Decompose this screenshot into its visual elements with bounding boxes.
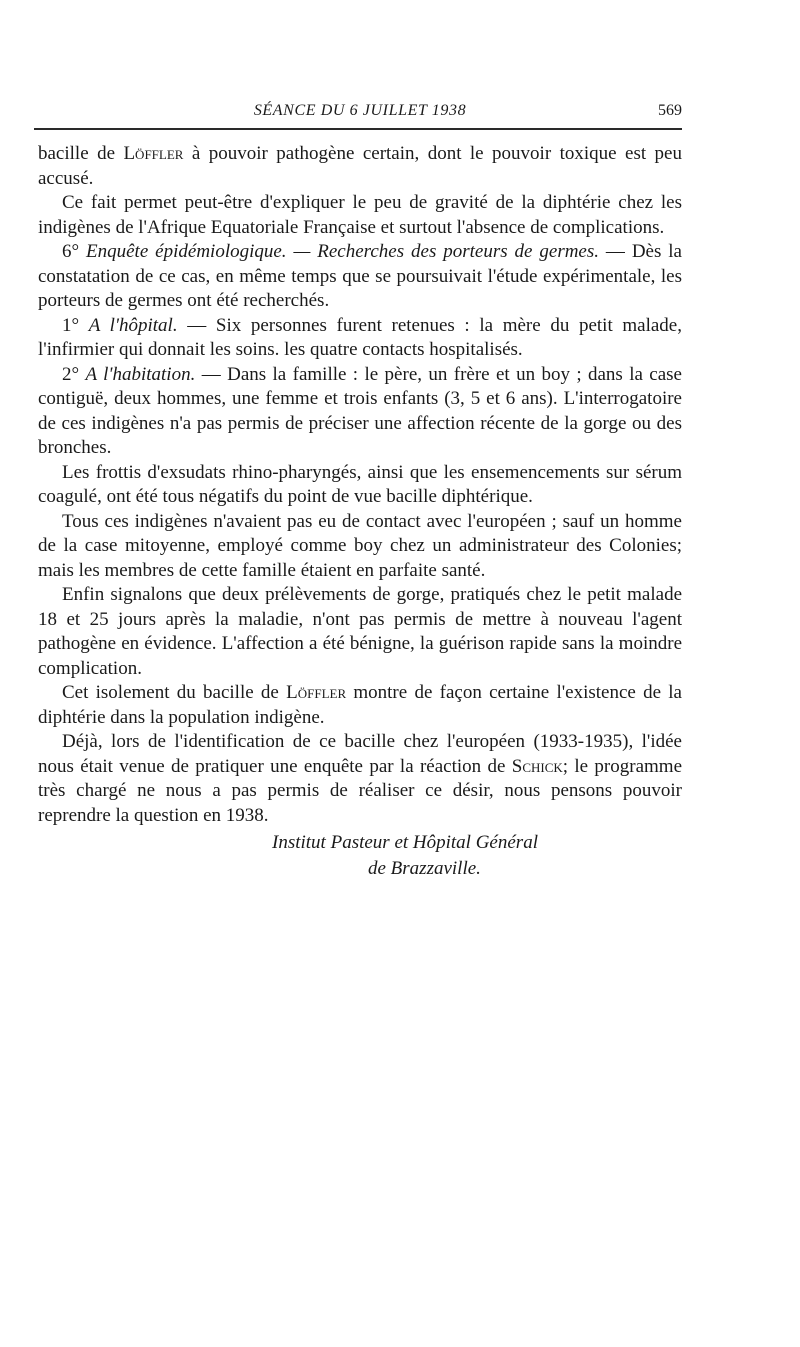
paragraph xyxy=(38,314,682,363)
paragraph xyxy=(38,142,682,191)
text-run: Tous ces indigènes n'avaient pas eu de contact avec l'européen ; sauf un homme de la case mitoyenne, employé comme boy chez un administrateur des Colonies; mais les membres de cette famille étaient en parfaite santé. xyxy=(38,510,682,581)
text-run: Déjà, lors de l'identification de ce bacille chez l'européen (1933-1935), l'idée nous était venue de pratiquer une enquête par la réaction de xyxy=(38,731,682,777)
italic-heading: A l'habitation. xyxy=(85,363,196,385)
author-name: Löffler xyxy=(286,682,347,703)
italic-heading: A l'hôpital. xyxy=(88,314,178,336)
running-title: SÉANCE DU 6 JUILLET 1938 xyxy=(253,102,467,119)
author-name: Schick xyxy=(511,755,563,777)
paragraph xyxy=(38,363,682,461)
signature-institution: Institut Pasteur et Hôpital Général xyxy=(272,832,538,853)
paragraph xyxy=(38,461,682,510)
italic-heading: Enquête épidémiologique. — Recherches des porteurs de germes. xyxy=(86,241,600,262)
paragraph xyxy=(38,191,682,240)
paragraph xyxy=(38,730,682,828)
text-run: — Dès la constatation de ce cas, en même temps que se poursuivait l'étude expérimentale, les porteurs de germes ont été recherchés. xyxy=(38,241,682,311)
page-number: 569 xyxy=(658,102,682,119)
paragraph xyxy=(38,681,682,730)
author-name: Löffler xyxy=(123,143,184,164)
text-run: 1° xyxy=(62,314,89,336)
text-run: montre de façon certaine l'existence de la diphtérie dans la population indigène. xyxy=(38,682,682,728)
header-rule xyxy=(34,128,682,130)
paragraph xyxy=(38,583,682,681)
text-run: 2° xyxy=(62,363,86,385)
paragraph-list xyxy=(38,142,682,828)
text-run: ; le programme très chargé ne nous a pas permis de réaliser ce désir, nous pensons pouvoir reprendre la question en 1938. xyxy=(38,755,683,826)
text-run: bacille de xyxy=(38,143,124,164)
signature-block xyxy=(38,830,682,882)
paragraph xyxy=(38,240,682,314)
text-run: — Dans la famille : le père, un frère et un boy ; dans la case contiguë, deux hommes, une femme et trois enfants (3, 5 et 6 ans). L'interrogatoire de ces indigènes n'a pas permis de préciser une affection récente de la gorge ou des bronches. xyxy=(38,363,682,458)
text-run: Cet isolement du bacille de xyxy=(62,682,287,703)
signature-city: de Brazzaville. xyxy=(368,858,481,879)
text-run: 6° xyxy=(62,241,87,262)
text-run: Enfin signalons que deux prélèvements de gorge, pratiqués chez le petit malade 18 et 25 jours après la maladie, n'ont pas permis de mettre à nouveau l'agent pathogène en évidence. L'affection a été bénigne, la guérison rapide sans la moindre complication. xyxy=(38,584,682,679)
text-run: à pouvoir pathogène certain, dont le pouvoir toxique est peu accusé. xyxy=(38,143,682,189)
article-body xyxy=(38,142,682,882)
text-run: Les frottis d'exsudats rhino-pharyngés, ainsi que les ensemencements sur sérum coagulé, ont été tous négatifs du point de vue bacille diphtérique. xyxy=(38,461,682,507)
page-header xyxy=(38,102,682,124)
text-run: — Six personnes furent retenues : la mère du petit malade, l'infirmier qui donnait les soins. les quatre contacts hospitalisés. xyxy=(38,314,682,360)
text-run: Ce fait permet peut-être d'expliquer le peu de gravité de la diphtérie chez les indigènes de l'Afrique Equatoriale Française et surtout l'absence de complications. xyxy=(38,192,682,238)
paragraph xyxy=(38,510,682,584)
